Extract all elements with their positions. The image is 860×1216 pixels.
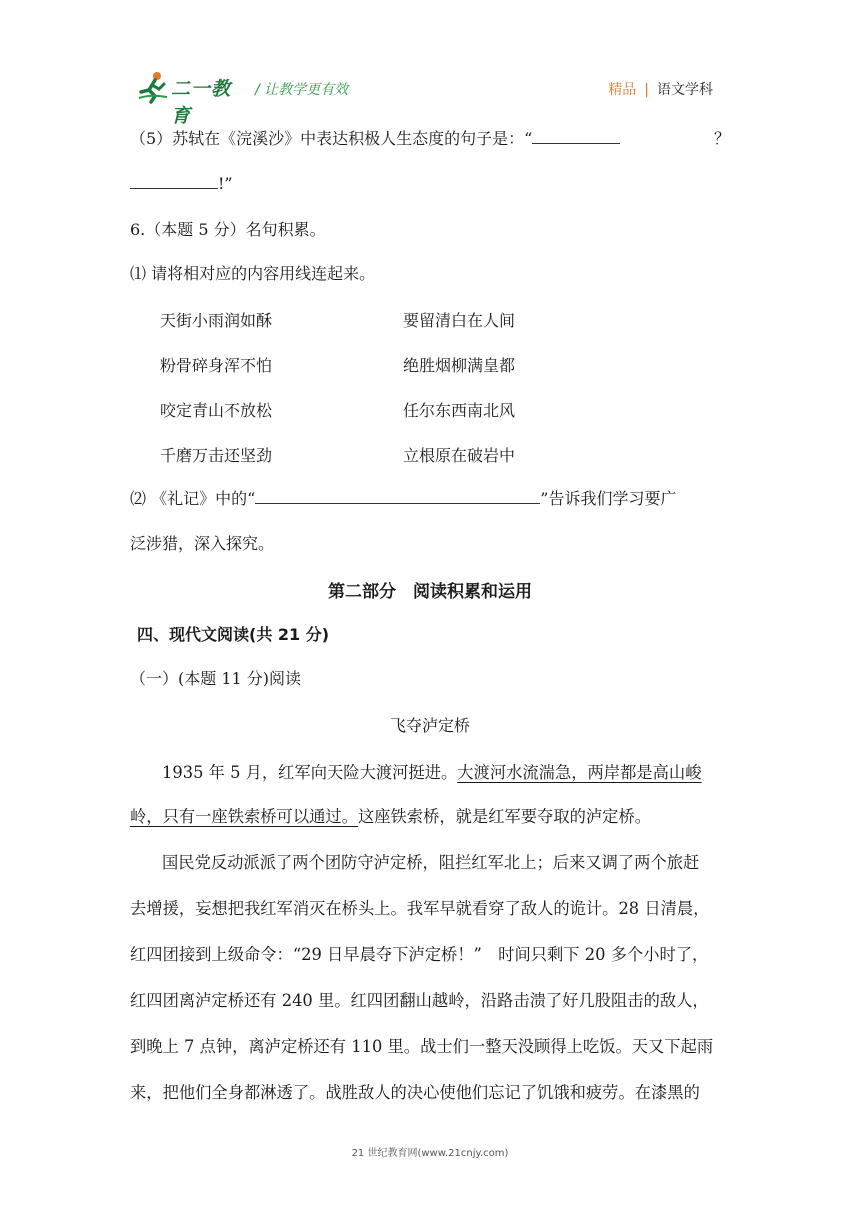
- match-right-4: 立根原在破岩中: [403, 446, 516, 465]
- match-left-2: 粉骨碎身浑不怕: [160, 356, 273, 375]
- part-2-title: 第二部分 阅读积累和运用: [328, 582, 532, 602]
- match-right-1: 要留清白在人间: [403, 311, 516, 330]
- article-p2-line6: 来，把他们全身都淋透了。战胜敌人的决心使他们忘记了饥饿和疲劳。在漆黑的: [130, 1083, 700, 1102]
- q5-blank-2: [130, 174, 218, 189]
- article-p2-line1: 国民党反动派派了两个团防守泸定桥，阻拦红军北上；后来又调了两个旅赶: [162, 853, 700, 872]
- question-5-line1: [130, 128, 730, 150]
- question-6-title: 6.（本题 5 分）名句积累。: [130, 220, 326, 239]
- badge-separator: |: [644, 82, 649, 98]
- p1-underlined-1: 大渡河水流湍急，两岸都是高山峻: [457, 763, 702, 782]
- question-6-sub2: [130, 488, 676, 510]
- question-6-sub2-cont: 泛涉猎，深入探究。: [130, 534, 275, 553]
- subject-badge: [608, 79, 713, 99]
- q5-text: （5）苏轼在《浣溪沙》中表达积极人生态度的句子是：“: [130, 129, 533, 148]
- logo-text: 二一教育: [171, 78, 232, 127]
- section-4-title: 四、现代文阅读(共 21 分): [137, 625, 330, 644]
- page-header: [137, 70, 727, 127]
- q6-sub2-end: ”告诉我们学习要广: [540, 489, 677, 508]
- slogan: / 让教学更有效: [255, 82, 349, 98]
- question-5-line2: [130, 173, 233, 195]
- article-title: 飞夺泸定桥: [389, 716, 470, 735]
- badge-subject: 语文学科: [657, 82, 713, 98]
- article-p2-line4: 红四团离泸定桥还有 240 里。红四团翻山越岭，沿路击溃了好几股阻击的敌人，: [130, 991, 709, 1010]
- q5-end: !”: [218, 174, 233, 193]
- match-right-2: 绝胜烟柳满皇都: [403, 356, 516, 375]
- article-p2-line3: 红四团接到上级命令：“29 日早晨夺下泸定桥！” 时间只剩下 20 多个小时了，: [130, 945, 709, 964]
- page-footer: 21 世纪教育网(www.21cnjy.com): [351, 1148, 509, 1159]
- p1-intro: 1935 年 5 月，红军向天险大渡河挺进。: [162, 763, 458, 782]
- match-right-3: 任尔东西南北风: [403, 401, 516, 420]
- p1-underlined-2: 岭，只有一座铁索桥可以通过。: [130, 807, 358, 826]
- article-p2-line2: 去增援，妄想把我红军消灭在桥头上。我军早就看穿了敌人的诡计。28 日清晨，: [130, 899, 710, 918]
- logo: [137, 70, 247, 127]
- runner-logo-icon: [137, 70, 171, 104]
- match-left-1: 天街小雨润如酥: [160, 311, 273, 330]
- article-p1-line1: [162, 759, 762, 783]
- p1-rest: 这座铁索桥，就是红军要夺取的泸定桥。: [357, 807, 652, 826]
- article-p1-line2: [130, 803, 730, 827]
- q6-sub2-start: ⑵ 《礼记》中的“: [130, 489, 256, 508]
- reading-1-label: （一）(本题 11 分)阅读: [130, 669, 302, 688]
- q5-question-mark: ？: [713, 129, 730, 148]
- q5-blank-1: [532, 129, 620, 144]
- match-left-3: 咬定青山不放松: [160, 401, 273, 420]
- question-6-sub1: ⑴ 请将相对应的内容用线连起来。: [130, 264, 376, 283]
- match-left-4: 千磨万击还坚劲: [160, 446, 273, 465]
- badge-quality: 精品: [608, 82, 637, 98]
- article-p2-line5: 到晚上 7 点钟，离泸定桥还有 110 里。战士们一整天没顾得上吃饭。天又下起雨: [130, 1037, 714, 1056]
- q6-blank: [255, 489, 540, 504]
